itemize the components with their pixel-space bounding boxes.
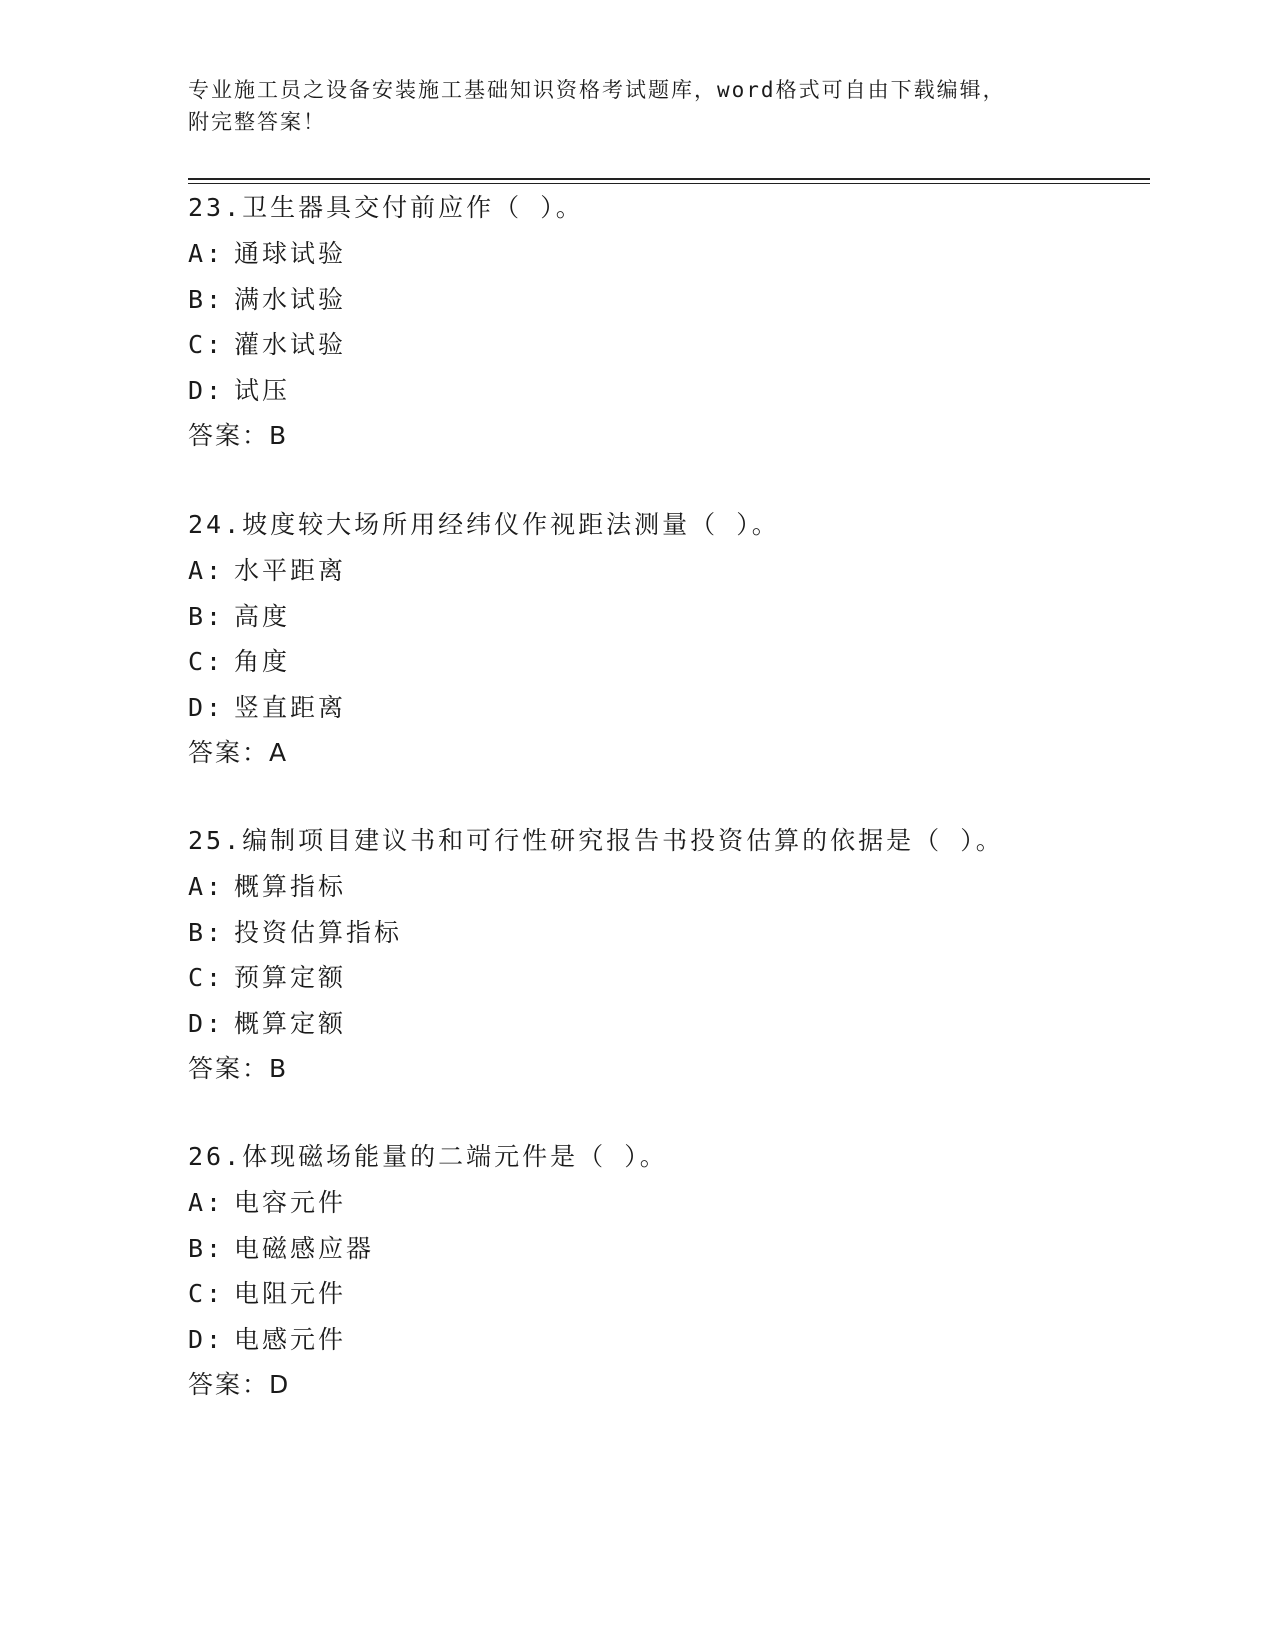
option-text: 投资估算指标 xyxy=(234,917,403,947)
option-letter: D: xyxy=(188,1324,225,1354)
question-23 xyxy=(188,185,1188,459)
option-c xyxy=(188,639,1188,685)
question-title: 24.坡度较大场所用经纬仪作视距法测量（ ）。 xyxy=(188,510,780,539)
option-letter: D: xyxy=(188,692,225,722)
option-letter: D: xyxy=(188,375,225,405)
option-d xyxy=(188,1317,1188,1363)
option-text: 电容元件 xyxy=(234,1188,347,1217)
question-25 xyxy=(188,818,1188,1092)
option-a xyxy=(188,1180,1188,1226)
option-d xyxy=(188,685,1188,731)
option-b xyxy=(188,1226,1188,1272)
question-title: 23.卫生器具交付前应作（ ）。 xyxy=(188,193,584,222)
option-letter: B: xyxy=(188,917,225,947)
option-a xyxy=(188,548,1188,594)
answer: 答案：A xyxy=(188,738,289,768)
option-letter: A: xyxy=(188,556,225,585)
option-letter: A: xyxy=(188,1188,225,1217)
option-text: 通球试验 xyxy=(234,239,347,268)
option-text: 电磁感应器 xyxy=(234,1233,375,1263)
option-d xyxy=(188,1001,1188,1047)
option-letter: B: xyxy=(188,601,225,631)
option-letter: B: xyxy=(188,1233,225,1263)
option-b xyxy=(188,277,1188,323)
option-text: 概算指标 xyxy=(234,872,347,901)
header-line-1: 专业施工员之设备安装施工基础知识资格考试题库，word格式可自由下载编辑， xyxy=(188,78,1006,102)
option-letter: B: xyxy=(188,284,225,314)
option-text: 电感元件 xyxy=(234,1324,347,1354)
option-text: 水平距离 xyxy=(234,556,347,585)
option-letter: C: xyxy=(188,1279,225,1309)
option-text: 灌水试验 xyxy=(234,330,347,360)
option-c xyxy=(188,322,1188,368)
option-letter: C: xyxy=(188,330,225,360)
option-b xyxy=(188,910,1188,956)
header-divider-thick xyxy=(188,178,1150,180)
option-a xyxy=(188,864,1188,910)
option-text: 高度 xyxy=(234,601,291,631)
option-text: 竖直距离 xyxy=(234,692,347,722)
option-letter: D: xyxy=(188,1008,225,1038)
header-line-2: 附完整答案！ xyxy=(188,110,326,134)
option-c xyxy=(188,1271,1188,1317)
answer: 答案：D xyxy=(188,1370,291,1400)
question-26 xyxy=(188,1134,1188,1408)
option-text: 满水试验 xyxy=(234,284,347,314)
option-letter: A: xyxy=(188,872,225,901)
answer: 答案：B xyxy=(188,1054,289,1084)
question-title: 26.体现磁场能量的二端元件是（ ）。 xyxy=(188,1142,668,1171)
option-a xyxy=(188,231,1188,277)
option-letter: C: xyxy=(188,963,225,993)
option-text: 电阻元件 xyxy=(234,1279,347,1309)
option-text: 角度 xyxy=(234,647,291,677)
option-letter: A: xyxy=(188,239,225,268)
answer: 答案：B xyxy=(188,421,289,451)
document-header xyxy=(188,74,1088,138)
option-c xyxy=(188,955,1188,1001)
option-d xyxy=(188,368,1188,414)
question-title: 25.编制项目建议书和可行性研究报告书投资估算的依据是（ ）。 xyxy=(188,826,1004,855)
question-24 xyxy=(188,502,1188,776)
header-divider-thin xyxy=(188,183,1150,184)
option-text: 预算定额 xyxy=(234,963,347,993)
option-text: 概算定额 xyxy=(234,1008,347,1038)
option-text: 试压 xyxy=(234,375,291,405)
option-b xyxy=(188,594,1188,640)
option-letter: C: xyxy=(188,647,225,677)
